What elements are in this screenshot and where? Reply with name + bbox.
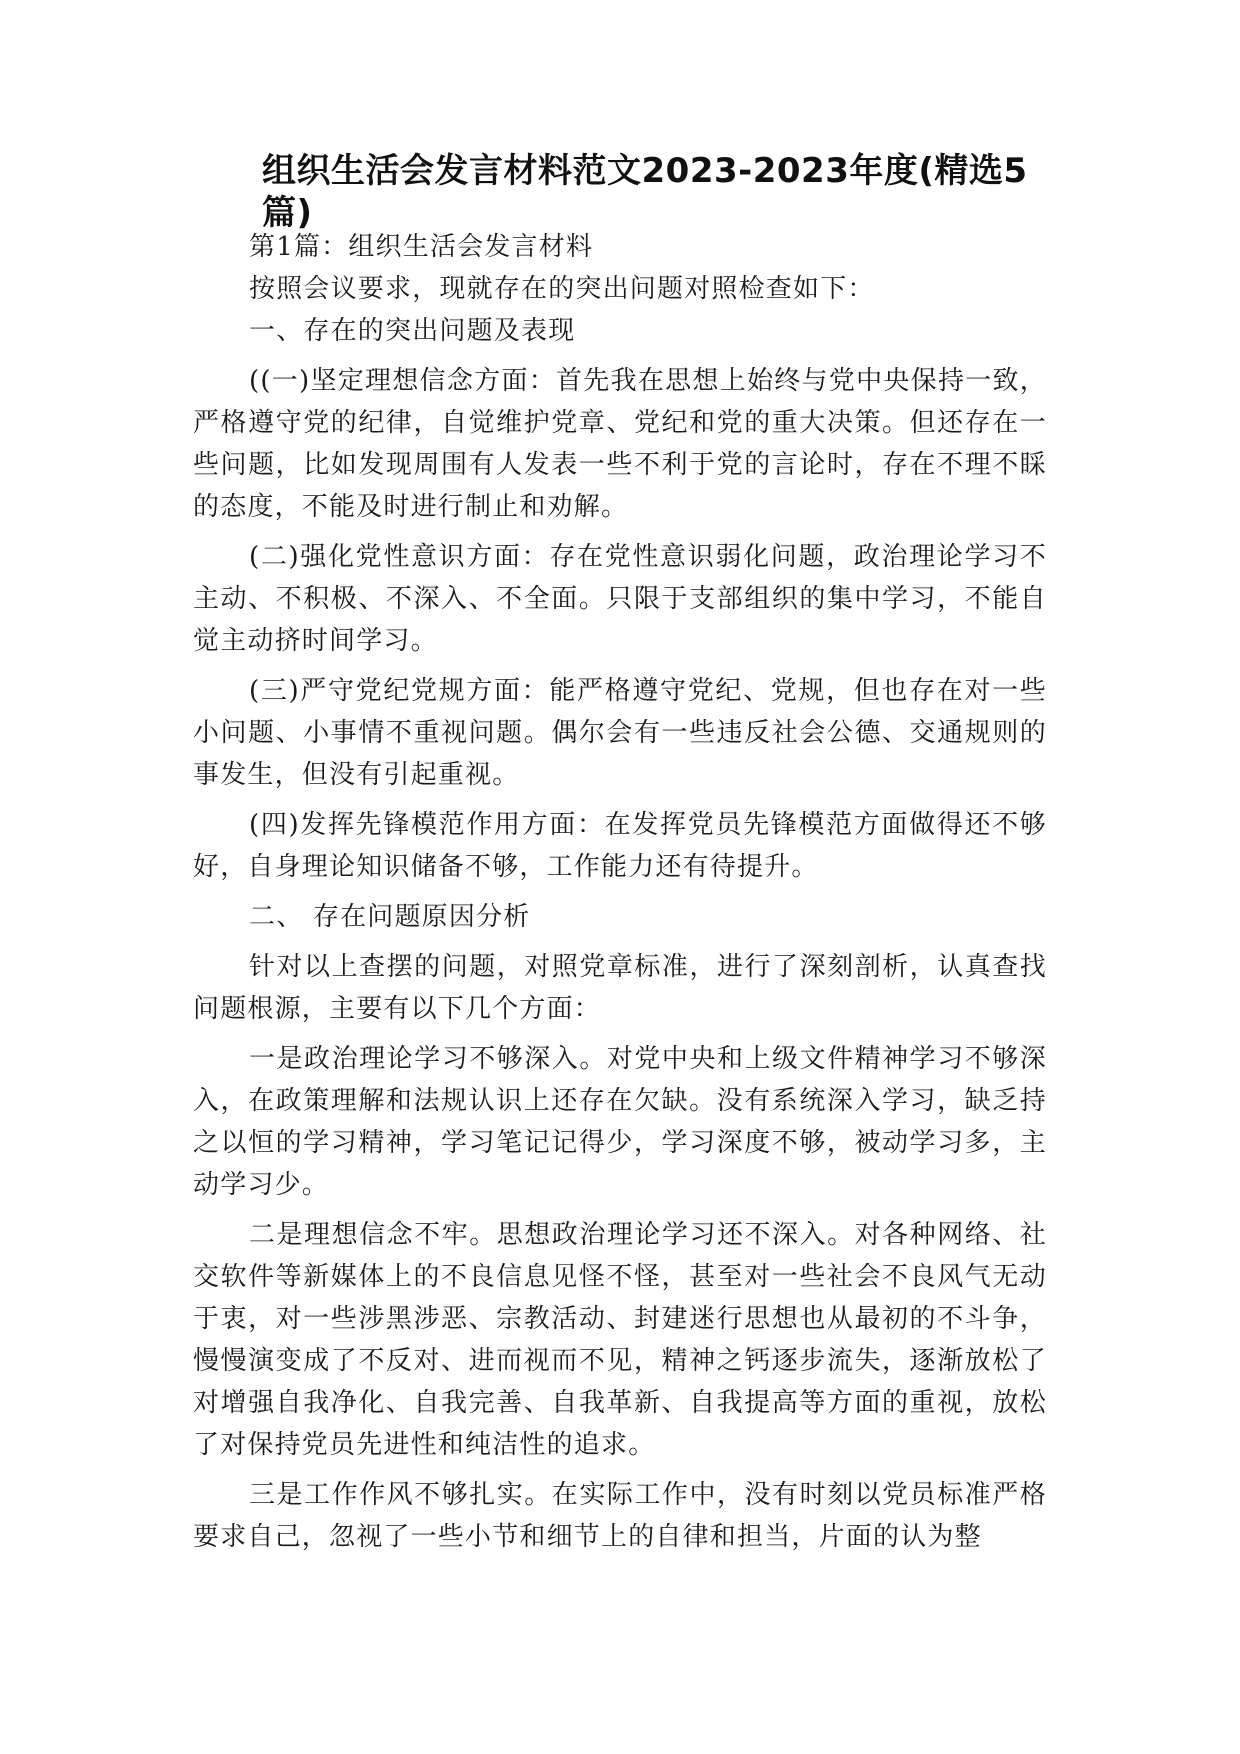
document-body <box>193 226 1047 1558</box>
paragraph-ideal-belief: ((一)坚定理想信念方面：首先我在思想上始终与党中央保持一致，严格遵守党的纪律，自觉维护党章、党纪和党的重大决策。但还存在一些问题，比如发现周围有人发表一些不利于党的言论时，存在不理不睬的态度，不能及时进行制止和劝解。 <box>193 366 1047 522</box>
paragraph-reason-one: 一是政治理论学习不够深入。对党中央和上级文件精神学习不够深入，在政策理解和法规认识上还存在欠缺。没有系统深入学习，缺乏持之以恒的学习精神，学习笔记记得少，学习深度不够，被动学习多，主动学习少。 <box>193 1044 1047 1200</box>
paragraph-intro: 按照会议要求，现就存在的突出问题对照检查如下： <box>249 274 875 304</box>
paragraph-chapter-heading: 第1篇：组织生活会发言材料 <box>249 232 594 262</box>
document-title: 组织生活会发言材料范文2023-2023年度(精选5篇) <box>262 151 1028 233</box>
paragraph-section-one-heading: 一、存在的突出问题及表现 <box>249 316 576 346</box>
paragraph-analysis-intro: 针对以上查摆的问题，对照党章标准，进行了深刻剖析，认真查找问题根源，主要有以下几个方面： <box>193 952 1047 1024</box>
paragraph-reason-three: 三是工作作风不够扎实。在实际工作中，没有时刻以党员标准严格要求自己，忽视了一些小节和细节上的自律和担当，片面的认为整 <box>193 1480 1047 1552</box>
paragraph-reason-two: 二是理想信念不牢。思想政治理论学习还不深入。对各种网络、社交软件等新媒体上的不良信息见怪不怪，甚至对一些社会不良风气无动于衷，对一些涉黑涉恶、宗教活动、封建迷行思想也从最初的不斗争，慢慢演变成了不反对、进而视而不见，精神之钙逐步流失，逐渐放松了对增强自我净化、自我完善、自我革新、自我提高等方面的重视，放松了对保持党员先进性和纯洁性的追求。 <box>193 1220 1047 1460</box>
paragraph-party-awareness: (二)强化党性意识方面：存在党性意识弱化问题，政治理论学习不主动、不积极、不深入、不全面。只限于支部组织的集中学习，不能自觉主动挤时间学习。 <box>193 542 1047 656</box>
paragraph-party-discipline: (三)严守党纪党规方面：能严格遵守党纪、党规，但也存在对一些小问题、小事情不重视问题。偶尔会有一些违反社会公德、交通规则的事发生，但没有引起重视。 <box>193 676 1047 790</box>
paragraph-vanguard-role: (四)发挥先锋模范作用方面：在发挥党员先锋模范方面做得还不够好，自身理论知识储备不够，工作能力还有待提升。 <box>193 810 1047 882</box>
paragraph-section-two-heading: 二、 存在问题原因分析 <box>249 902 531 932</box>
